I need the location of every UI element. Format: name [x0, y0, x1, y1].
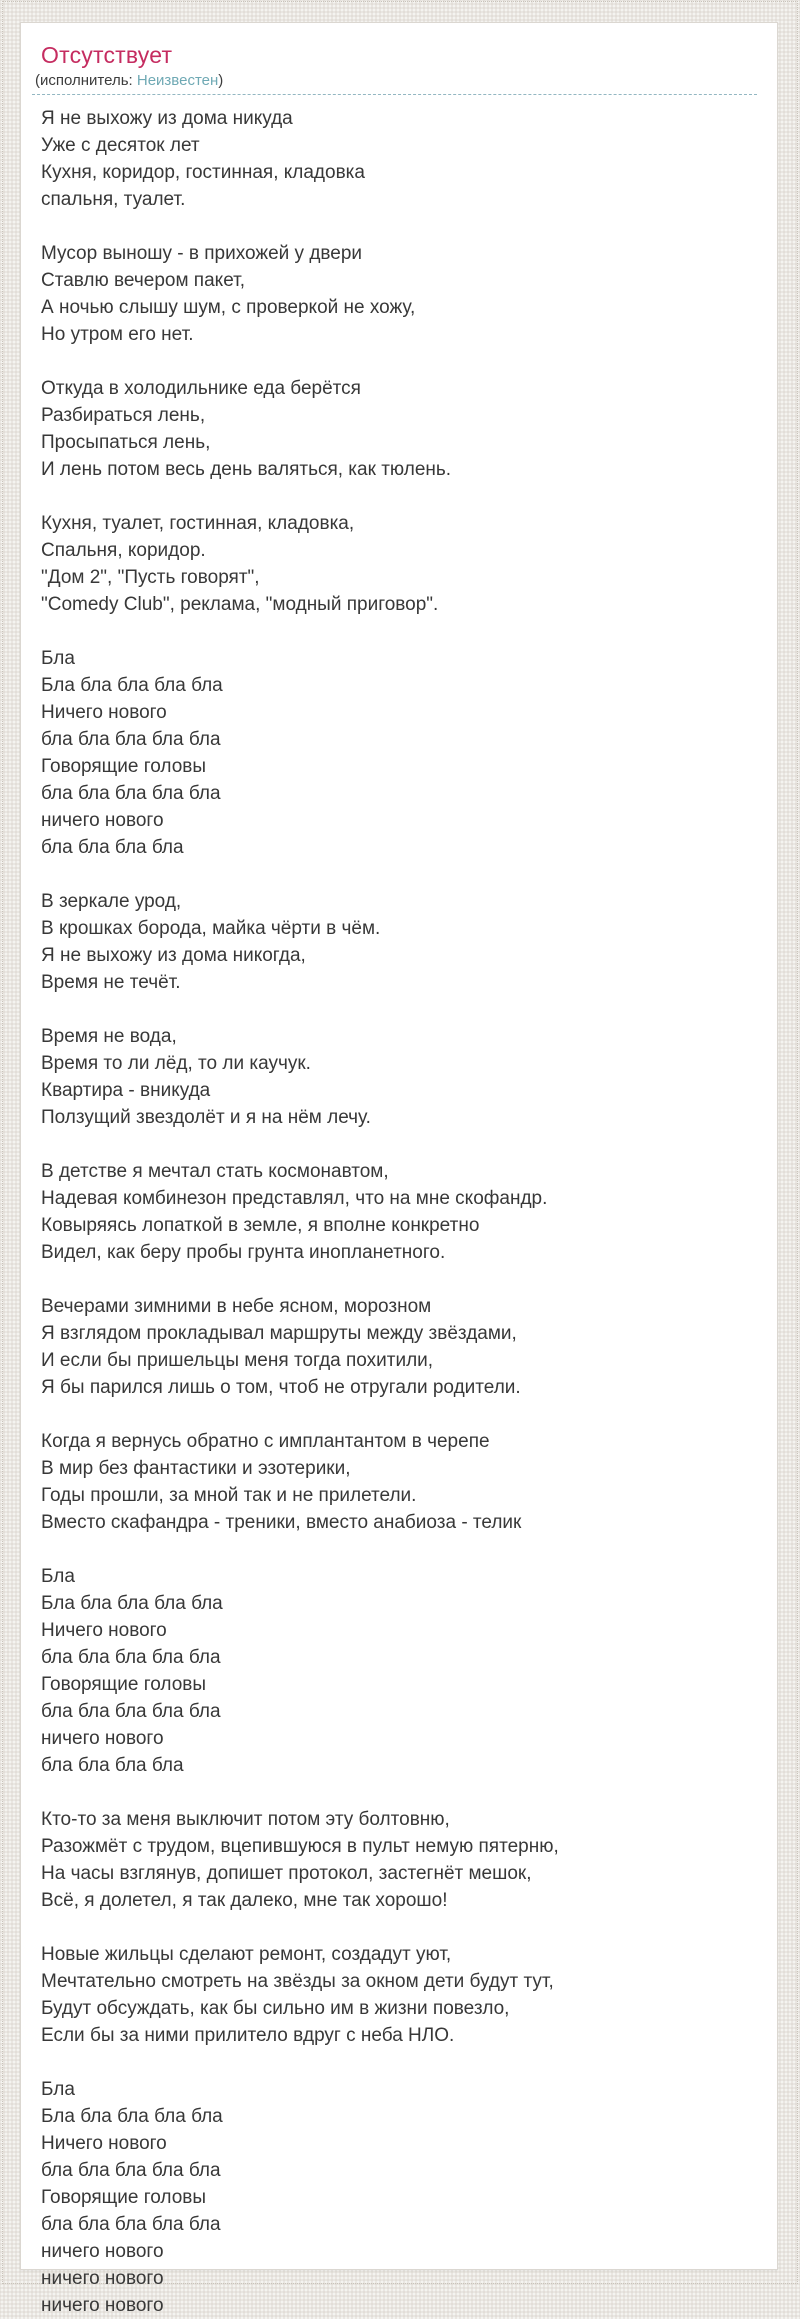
lyric-line: И если бы пришельцы меня тогда похитили,: [41, 1350, 434, 1371]
lyric-line: А ночью слышу шум, с проверкой не хожу,: [41, 297, 416, 318]
artist-link[interactable]: Неизвестен: [136, 72, 219, 89]
lyric-line: Ничего нового: [41, 2133, 167, 2154]
lyric-line: Кто-то за меня выключит потом эту болтовню,: [41, 1809, 450, 1830]
stanza: [41, 375, 757, 483]
lyric-line: Ковыряясь лопаткой в земле, я вполне конкретно: [41, 1215, 480, 1236]
lyric-line: Время не вода,: [41, 1026, 177, 1047]
stanza: [41, 1563, 757, 1779]
dashed-separator: [32, 94, 757, 95]
lyric-line: Откуда в холодильнике еда берётся: [41, 378, 361, 399]
stanza: [41, 1293, 757, 1401]
lyric-line: Ползущий звездолёт и я на нём лечу.: [41, 1107, 371, 1128]
lyric-line: "Comedy Club", реклама, "модный приговор".: [41, 594, 439, 615]
lyric-line: ничего нового: [41, 810, 164, 831]
lyric-line: Но утром его нет.: [41, 324, 194, 345]
artist-line: [35, 71, 757, 90]
lyric-line: Ставлю вечером пакет,: [41, 270, 245, 291]
lyric-line: Я бы парился лишь о том, чтоб не отругали родители.: [41, 1377, 521, 1398]
lyric-line: "Дом 2", "Пусть говорят",: [41, 567, 260, 588]
lyric-line: Я взглядом прокладывал маршруты между звёздами,: [41, 1323, 517, 1344]
lyric-line: Бла бла бла бла бла: [41, 675, 223, 696]
lyric-line: Говорящие головы: [41, 1674, 207, 1695]
lyric-line: Я не выхожу из дома никогда,: [41, 945, 306, 966]
lyric-line: бла бла бла бла бла: [41, 783, 221, 804]
lyric-line: Бла бла бла бла бла: [41, 2106, 223, 2127]
lyric-line: Будут обсуждать, как бы сильно им в жизни повезло,: [41, 1998, 510, 2019]
lyric-line: На часы взглянув, допишет протокол, застегнёт мешок,: [41, 1863, 532, 1884]
lyric-line: Вместо скафандра - треники, вместо анабиоза - телик: [41, 1512, 522, 1533]
lyric-line: спальня, туалет.: [41, 189, 186, 210]
lyric-line: Если бы за ними прилитело вдруг с неба НЛО.: [41, 2025, 455, 2046]
lyric-line: Надевая комбинезон представлял, что на мне скофандр.: [41, 1188, 548, 1209]
lyric-line: Вечерами зимними в небе ясном, морозном: [41, 1296, 432, 1317]
song-title: Отсутствует: [41, 42, 173, 68]
lyrics-card: [20, 22, 778, 2316]
lyric-line: ничего нового: [41, 2268, 164, 2289]
lyric-line: бла бла бла бла: [41, 837, 184, 858]
stanza: [41, 1428, 757, 1536]
lyric-line: Квартира - вникуда: [41, 1080, 211, 1101]
lyric-line: ничего нового: [41, 2241, 164, 2262]
stanza: [41, 2076, 757, 2319]
stanza: [41, 1023, 757, 1131]
lyrics-text: [41, 105, 757, 2319]
lyric-line: Новые жильцы сделают ремонт, создадут уют,: [41, 1944, 452, 1965]
lyric-line: Бла: [41, 1566, 75, 1587]
lyric-line: В крошках борода, майка чёрти в чём.: [41, 918, 381, 939]
lyric-line: Я не выхожу из дома никуда: [41, 108, 293, 129]
lyric-line: Видел, как беру пробы грунта инопланетного.: [41, 1242, 446, 1263]
lyric-line: Говорящие головы: [41, 756, 207, 777]
lyric-line: Мечтательно смотреть на звёзды за окном дети будут тут,: [41, 1971, 554, 1992]
lyric-line: Разожмёт с трудом, вцепившуюся в пульт немую пятерню,: [41, 1836, 559, 1857]
stanza: [41, 645, 757, 861]
lyric-line: ничего нового: [41, 2295, 164, 2316]
lyric-line: бла бла бла бла бла: [41, 1647, 221, 1668]
artist-label: (исполнитель:: [35, 72, 137, 89]
lyric-line: Время то ли лёд, то ли каучук.: [41, 1053, 311, 1074]
lyric-line: Говорящие головы: [41, 2187, 207, 2208]
lyric-line: Бла: [41, 2079, 75, 2100]
lyric-line: Просыпаться лень,: [41, 432, 211, 453]
lyric-line: В зеркале урод,: [41, 891, 182, 912]
stanza: [41, 1158, 757, 1266]
lyric-line: Кухня, коридор, гостинная, кладовка: [41, 162, 365, 183]
lyric-line: Спальня, коридор.: [41, 540, 206, 561]
lyric-line: Мусор выношу - в прихожей у двери: [41, 243, 363, 264]
lyric-line: бла бла бла бла бла: [41, 1701, 221, 1722]
lyric-line: бла бла бла бла бла: [41, 2160, 221, 2181]
lyric-line: Бла бла бла бла бла: [41, 1593, 223, 1614]
lyric-line: Время не течёт.: [41, 972, 181, 993]
stanza: [41, 510, 757, 618]
lyric-line: Уже с десяток лет: [41, 135, 200, 156]
lyric-line: Разбираться лень,: [41, 405, 206, 426]
stanza: [41, 1941, 757, 2049]
lyric-line: В мир без фантастики и эзотерики,: [41, 1458, 351, 1479]
lyric-line: бла бла бла бла бла: [41, 2214, 221, 2235]
lyric-line: Годы прошли, за мной так и не прилетели.: [41, 1485, 417, 1506]
lyric-line: Всё, я долетел, я так далеко, мне так хорошо!: [41, 1890, 448, 1911]
lyric-line: Кухня, туалет, гостинная, кладовка,: [41, 513, 355, 534]
stanza: [41, 1806, 757, 1914]
stanza: [41, 105, 757, 213]
lyric-line: В детстве я мечтал стать космонавтом,: [41, 1161, 389, 1182]
lyric-line: И лень потом весь день валяться, как тюлень.: [41, 459, 452, 480]
artist-suffix: ): [218, 72, 224, 89]
lyric-line: Ничего нового: [41, 702, 167, 723]
lyric-line: бла бла бла бла бла: [41, 729, 221, 750]
stanza: [41, 888, 757, 996]
lyric-line: бла бла бла бла: [41, 1755, 184, 1776]
lyric-line: Ничего нового: [41, 1620, 167, 1641]
lyric-line: ничего нового: [41, 1728, 164, 1749]
stanza: [41, 240, 757, 348]
lyric-line: Когда я вернусь обратно с имплантантом в черепе: [41, 1431, 490, 1452]
lyric-line: Бла: [41, 648, 75, 669]
